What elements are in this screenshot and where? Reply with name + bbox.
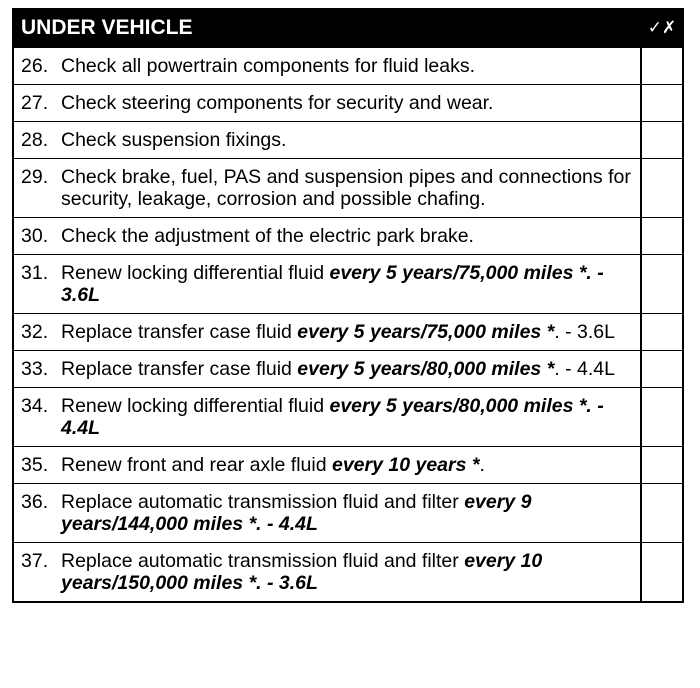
check-box[interactable]: [640, 351, 682, 387]
item-text: [61, 358, 632, 380]
check-box[interactable]: [640, 388, 682, 446]
item-text: [61, 166, 632, 210]
item-instruction: Check the adjustment of the electric park brake.: [61, 225, 474, 247]
item-number: 28.: [21, 129, 49, 151]
checklist-row: [14, 350, 682, 387]
item-number: 37.: [21, 550, 49, 572]
item-tail: .: [479, 454, 485, 476]
item-number: 31.: [21, 262, 49, 284]
section-header: [14, 10, 682, 48]
checklist-item: [14, 48, 640, 84]
item-number: 33.: [21, 358, 49, 380]
item-text: [61, 550, 632, 594]
item-interval: every 10 years *: [331, 454, 480, 476]
checklist-item: [14, 484, 640, 542]
item-instruction: Replace transfer case fluid: [61, 321, 298, 343]
checklist-row: [14, 48, 682, 84]
checklist-item: [14, 543, 640, 601]
item-number: 27.: [21, 92, 49, 114]
checklist-row: [14, 121, 682, 158]
checklist-row: [14, 84, 682, 121]
item-number: 36.: [21, 491, 49, 513]
item-text: [61, 55, 632, 77]
item-text: [61, 129, 632, 151]
checklist-item: [14, 85, 640, 121]
item-interval: every 10 years/150,000 miles *. - 3.6L: [61, 550, 543, 594]
item-number: 30.: [21, 225, 49, 247]
check-box[interactable]: [640, 447, 682, 483]
item-instruction: Renew locking differential fluid: [61, 262, 330, 284]
item-interval: every 5 years/75,000 miles *. - 3.6L: [61, 262, 604, 306]
checklist-item: [14, 159, 640, 217]
item-instruction: Replace transfer case fluid: [61, 358, 298, 380]
item-interval: every 5 years/80,000 miles *. - 4.4L: [61, 395, 604, 439]
check-box[interactable]: [640, 122, 682, 158]
checklist-row: [14, 313, 682, 350]
item-instruction: Check brake, fuel, PAS and suspension pipes and connections for security, leakage, corrosion and possible chafing.: [61, 166, 631, 210]
checklist-row: [14, 483, 682, 542]
check-box[interactable]: [640, 314, 682, 350]
checklist-table: [12, 8, 684, 603]
check-box[interactable]: [640, 484, 682, 542]
item-text: [61, 491, 632, 535]
checklist-item: [14, 314, 640, 350]
item-tail: . - 3.6L: [554, 321, 615, 343]
item-instruction: Renew locking differential fluid: [61, 395, 330, 417]
item-interval: every 9 years/144,000 miles *. - 4.4L: [61, 491, 532, 535]
item-number: 26.: [21, 55, 49, 77]
item-number: 32.: [21, 321, 49, 343]
checklist-row: [14, 542, 682, 601]
checklist-row: [14, 254, 682, 313]
checklist-item: [14, 255, 640, 313]
item-text: [61, 395, 632, 439]
item-interval: every 5 years/80,000 miles *: [297, 358, 555, 380]
item-instruction: Check steering components for security and wear.: [61, 92, 494, 114]
section-title: UNDER VEHICLE: [21, 16, 193, 39]
checklist-row: [14, 446, 682, 483]
item-instruction: Check suspension fixings.: [61, 129, 287, 151]
check-box[interactable]: [640, 255, 682, 313]
check-box[interactable]: [640, 48, 682, 84]
checklist-row: [14, 217, 682, 254]
checklist-item: [14, 122, 640, 158]
item-text: [61, 454, 632, 476]
item-number: 29.: [21, 166, 49, 188]
item-instruction: Replace automatic transmission fluid and filter: [61, 550, 465, 572]
checklist-rows: [14, 48, 682, 601]
checklist-row: [14, 387, 682, 446]
check-box[interactable]: [640, 218, 682, 254]
item-instruction: Check all powertrain components for fluid leaks.: [61, 55, 476, 77]
item-instruction: Replace automatic transmission fluid and filter: [61, 491, 465, 513]
check-box[interactable]: [640, 159, 682, 217]
item-text: [61, 92, 632, 114]
check-box[interactable]: [640, 85, 682, 121]
item-text: [61, 262, 632, 306]
checklist-item: [14, 388, 640, 446]
item-text: [61, 321, 632, 343]
item-number: 35.: [21, 454, 49, 476]
item-interval: every 5 years/75,000 miles *: [297, 321, 555, 343]
item-instruction: Renew front and rear axle fluid: [61, 454, 332, 476]
checklist-item: [14, 218, 640, 254]
item-text: [61, 225, 632, 247]
check-header: ✓✗: [647, 18, 677, 37]
checklist-item: [14, 447, 640, 483]
item-tail: . - 4.4L: [554, 358, 615, 380]
checklist-row: [14, 158, 682, 217]
check-box[interactable]: [640, 543, 682, 601]
checklist-item: [14, 351, 640, 387]
item-number: 34.: [21, 395, 49, 417]
